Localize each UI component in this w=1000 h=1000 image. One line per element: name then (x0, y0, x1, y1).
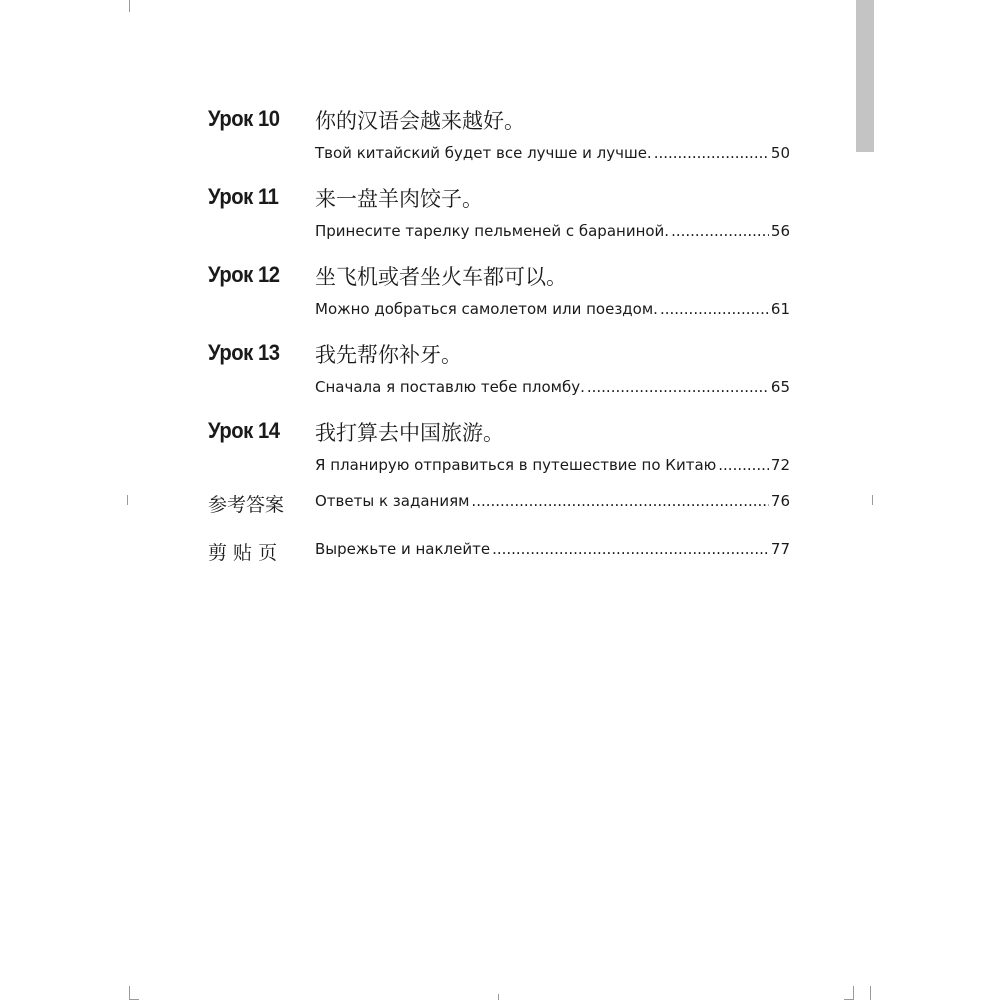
appendix-label-chinese: 参考答案 (208, 494, 285, 516)
dot-leader (654, 144, 769, 162)
toc-line (315, 222, 790, 240)
page-number: 61 (770, 300, 790, 318)
toc-line (315, 300, 790, 318)
crop-mark-bottom-center (498, 994, 499, 1000)
lesson-title-chinese: 我打算去中国旅游。 (315, 421, 504, 445)
lesson-title-russian: Можно добраться самолетом или поездом. (315, 300, 658, 318)
lesson-title-russian: Твой китайский будет все лучше и лучше. (315, 144, 652, 162)
toc-entry-lesson-10[interactable] (208, 100, 790, 178)
toc-entry-lesson-13[interactable] (208, 334, 790, 412)
toc-entry-lesson-11[interactable] (208, 178, 790, 256)
page-number: 76 (770, 492, 790, 510)
page-number: 50 (770, 144, 790, 162)
lesson-number: Урок 13 (208, 340, 280, 365)
crop-mark-bottom-right-v2 (870, 986, 871, 1000)
page-edge-tab (856, 0, 874, 152)
dot-leader (718, 456, 769, 474)
appendix-label-chinese: 剪 贴 页 (208, 542, 278, 564)
page-number: 56 (770, 222, 790, 240)
lesson-number: Урок 10 (208, 106, 280, 131)
lesson-title-russian: Я планирую отправиться в путешествие по Китаю (315, 456, 717, 474)
lesson-title-russian: Сначала я поставлю тебе пломбу. (315, 378, 585, 396)
lesson-title-chinese: 坐飞机或者坐火车都可以。 (315, 265, 567, 289)
toc-entry-lesson-14[interactable] (208, 412, 790, 490)
crop-mark-bottom-right-v (853, 986, 854, 1000)
page-number: 72 (770, 456, 790, 474)
appendix-title-russian: Вырежьте и наклейте (315, 540, 491, 558)
crop-mark-mid-left (127, 495, 128, 505)
crop-mark-top-left (129, 0, 130, 12)
toc-line (315, 144, 790, 162)
page-number: 77 (770, 540, 790, 558)
lesson-title-chinese: 来一盘羊肉饺子。 (315, 187, 483, 211)
toc-line (315, 492, 790, 510)
dot-leader (471, 492, 768, 510)
table-of-contents (208, 100, 790, 586)
dot-leader (660, 300, 769, 318)
appendix-title-russian: Ответы к заданиям (315, 492, 470, 510)
lesson-title-chinese: 我先帮你补牙。 (315, 343, 462, 367)
toc-line (315, 456, 790, 474)
lesson-number: Урок 11 (208, 184, 279, 209)
dot-leader (587, 378, 769, 396)
lesson-title-russian: Принесите тарелку пельменей с бараниной. (315, 222, 670, 240)
toc-entry-cutouts[interactable] (208, 538, 790, 586)
toc-line (315, 378, 790, 396)
toc-entry-answers[interactable] (208, 490, 790, 538)
lesson-title-chinese: 你的汉语会越来越好。 (315, 109, 525, 133)
lesson-number: Урок 14 (208, 418, 280, 443)
toc-entry-lesson-12[interactable] (208, 256, 790, 334)
toc-line (315, 540, 790, 558)
dot-leader (492, 540, 769, 558)
crop-mark-mid-right (872, 495, 873, 505)
lesson-number: Урок 12 (208, 262, 280, 287)
crop-mark-bottom-left-v (129, 986, 130, 1000)
dot-leader (671, 222, 769, 240)
page-number: 65 (770, 378, 790, 396)
